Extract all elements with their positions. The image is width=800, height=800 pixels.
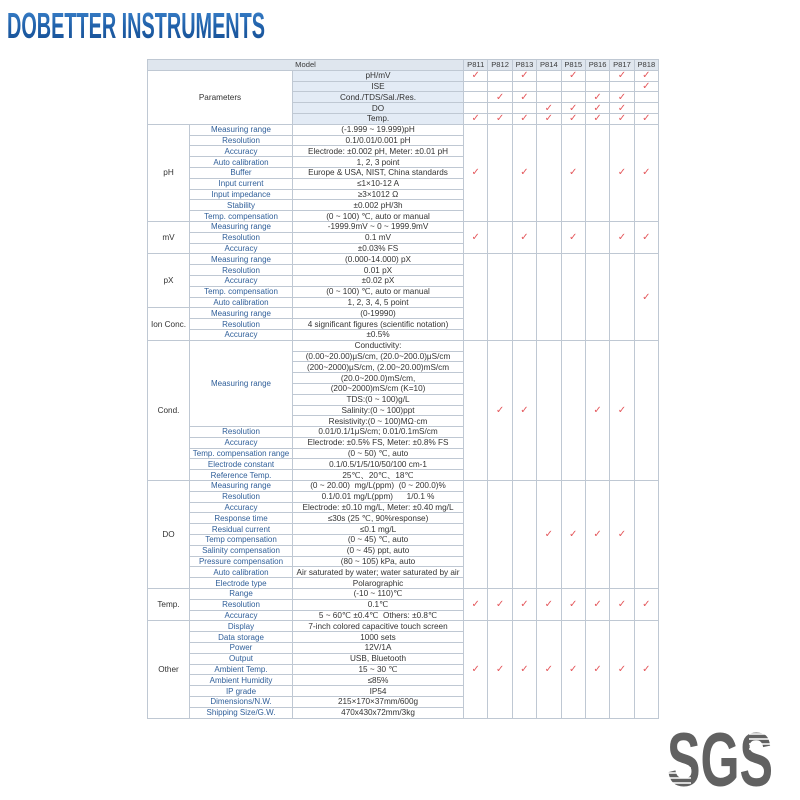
model-column-header: P815	[561, 60, 585, 71]
support-cell	[537, 340, 561, 480]
support-cell	[488, 254, 512, 340]
spec-name: Auto calibration	[190, 567, 293, 578]
spec-name: Input impedance	[190, 189, 293, 200]
table-row	[148, 340, 659, 351]
spec-value: Salinity:(0 ~ 100)ppt	[293, 405, 464, 416]
support-cell	[610, 81, 634, 92]
support-cell	[464, 254, 488, 340]
spec-value: ±0.02 pX	[293, 275, 464, 286]
category-label: DO	[148, 481, 190, 589]
support-check: ✓	[634, 589, 658, 621]
support-check: ✓	[488, 340, 512, 480]
support-check: ✓	[512, 221, 536, 253]
spec-value: (0 ~ 50) ℃, auto	[293, 448, 464, 459]
spec-value: 0.1 mV	[293, 232, 464, 243]
spec-value: ±0.5%	[293, 329, 464, 340]
spec-name: Dimensions/N.W.	[190, 697, 293, 708]
support-check: ✓	[464, 113, 488, 124]
spec-value: 15 ~ 30 ℃	[293, 664, 464, 675]
support-check: ✓	[585, 103, 609, 114]
spec-name: Resolution	[190, 599, 293, 610]
model-column-header: P816	[585, 60, 609, 71]
spec-name: Resolution	[190, 319, 293, 330]
support-cell	[610, 254, 634, 340]
support-check: ✓	[561, 481, 585, 589]
support-cell	[464, 92, 488, 103]
spec-name: Accuracy	[190, 146, 293, 157]
category-label: Ion Conc.	[148, 308, 190, 340]
spec-name: Accuracy	[190, 329, 293, 340]
support-cell	[488, 81, 512, 92]
support-check: ✓	[537, 589, 561, 621]
support-check: ✓	[585, 340, 609, 480]
spec-value: Resistivity:(0 ~ 100)MΩ·cm	[293, 416, 464, 427]
spec-value: (80 ~ 105) kPa, auto	[293, 556, 464, 567]
support-cell	[561, 254, 585, 340]
table-row	[148, 70, 659, 81]
spec-value: ≤30s (25 ℃, 90%response)	[293, 513, 464, 524]
spec-value: 0.1/0.01 mg/L(ppm) 1/0.1 %	[293, 491, 464, 502]
spec-name: Resolution	[190, 265, 293, 276]
support-cell	[634, 481, 658, 589]
support-cell	[537, 92, 561, 103]
support-cell	[512, 81, 536, 92]
spec-value: TDS:(0 ~ 100)g/L	[293, 394, 464, 405]
model-column-header: P813	[512, 60, 536, 71]
category-label: pH	[148, 124, 190, 221]
spec-name: Accuracy	[190, 502, 293, 513]
spec-value: Electrode: ±0.5% FS, Meter: ±0.8% FS	[293, 437, 464, 448]
spec-name: Buffer	[190, 167, 293, 178]
spec-name: Residual current	[190, 524, 293, 535]
support-check: ✓	[512, 113, 536, 124]
support-check: ✓	[512, 589, 536, 621]
spec-name: Measuring range	[190, 340, 293, 426]
spec-value: 12V/1A	[293, 643, 464, 654]
parameters-label: Parameters	[148, 70, 293, 124]
brand-logo-text: DOBETTER INSTRUMENTS	[7, 5, 265, 46]
spec-value: Electrode: ±0.002 pH, Meter: ±0.01 pH	[293, 146, 464, 157]
parameter-name: Temp.	[293, 113, 464, 124]
support-cell	[488, 70, 512, 81]
spec-name: Display	[190, 621, 293, 632]
spec-name: Resolution	[190, 427, 293, 438]
support-check: ✓	[634, 621, 658, 718]
spec-value: 1, 2, 3 point	[293, 157, 464, 168]
support-check: ✓	[561, 113, 585, 124]
support-check: ✓	[561, 621, 585, 718]
support-check: ✓	[488, 92, 512, 103]
spec-name: Shipping Size/G.W.	[190, 707, 293, 718]
spec-name: Resolution	[190, 491, 293, 502]
support-cell	[634, 92, 658, 103]
category-label: Cond.	[148, 340, 190, 480]
support-cell	[561, 340, 585, 480]
spec-name: Reference Temp.	[190, 470, 293, 481]
table-row	[148, 124, 659, 135]
support-check: ✓	[464, 124, 488, 221]
spec-value: 7-inch colored capacitive touch screen	[293, 621, 464, 632]
spec-name: Electrode type	[190, 578, 293, 589]
support-cell	[537, 70, 561, 81]
spec-value: ≤0.1 mg/L	[293, 524, 464, 535]
support-check: ✓	[512, 92, 536, 103]
support-check: ✓	[561, 589, 585, 621]
sgs-logo-text: SGS	[667, 718, 773, 800]
support-check: ✓	[512, 70, 536, 81]
support-cell	[634, 340, 658, 480]
support-check: ✓	[585, 92, 609, 103]
support-cell	[634, 103, 658, 114]
support-cell	[464, 103, 488, 114]
support-check: ✓	[537, 113, 561, 124]
table-row	[148, 254, 659, 265]
spec-name: Pressure compensation	[190, 556, 293, 567]
support-check: ✓	[512, 124, 536, 221]
model-column-header: P817	[610, 60, 634, 71]
support-cell	[537, 254, 561, 340]
parameter-name: Cond./TDS/Sal./Res.	[293, 92, 464, 103]
support-check: ✓	[561, 221, 585, 253]
spec-value: -1999.9mV ~ 0 ~ 1999.9mV	[293, 221, 464, 232]
category-label: pX	[148, 254, 190, 308]
support-check: ✓	[488, 621, 512, 718]
spec-value: 0.1/0.01/0.001 pH	[293, 135, 464, 146]
support-check: ✓	[537, 103, 561, 114]
support-cell	[488, 481, 512, 589]
spec-name: Electrode constant	[190, 459, 293, 470]
support-check: ✓	[464, 221, 488, 253]
spec-name: Measuring range	[190, 308, 293, 319]
support-check: ✓	[610, 621, 634, 718]
spec-value: ≤1×10-12 A	[293, 178, 464, 189]
model-column-header: P814	[537, 60, 561, 71]
spec-name: Accuracy	[190, 610, 293, 621]
spec-value: 5 ~ 60℃ ±0.4℃ Others: ±0.8℃	[293, 610, 464, 621]
support-check: ✓	[464, 589, 488, 621]
model-column-header: P812	[488, 60, 512, 71]
spec-name: Temp. compensation	[190, 211, 293, 222]
spec-name: Resolution	[190, 135, 293, 146]
support-cell	[464, 81, 488, 92]
spec-name: Auto calibration	[190, 297, 293, 308]
spec-name: Salinity compensation	[190, 545, 293, 556]
spec-name: Ambient Humidity	[190, 675, 293, 686]
spec-table	[147, 59, 659, 719]
support-cell	[585, 124, 609, 221]
support-check: ✓	[610, 481, 634, 589]
support-cell	[488, 221, 512, 253]
brand-logo	[0, 0, 280, 46]
spec-value: (-1.999 ~ 19.999)pH	[293, 124, 464, 135]
support-check: ✓	[585, 621, 609, 718]
category-label: mV	[148, 221, 190, 253]
table-row	[148, 481, 659, 492]
spec-value: (0 ~ 45) ℃, auto	[293, 535, 464, 546]
support-cell	[464, 481, 488, 589]
parameter-name: pH/mV	[293, 70, 464, 81]
spec-value: 1, 2, 3, 4, 5 point	[293, 297, 464, 308]
spec-value: Conductivity:	[293, 340, 464, 351]
spec-value: (0 ~ 20.00) mg/L(ppm) (0 ~ 200.0)%	[293, 481, 464, 492]
sgs-certification-logo	[655, 718, 785, 800]
spec-name: IP grade	[190, 686, 293, 697]
parameter-name: ISE	[293, 81, 464, 92]
spec-name: Accuracy	[190, 243, 293, 254]
support-cell	[585, 81, 609, 92]
spec-value: (200~2000)mS/cm (K=10)	[293, 383, 464, 394]
support-cell	[488, 103, 512, 114]
spec-value: USB, Bluetooth	[293, 653, 464, 664]
support-cell	[537, 221, 561, 253]
spec-name: Power	[190, 643, 293, 654]
spec-value: 1000 sets	[293, 632, 464, 643]
table-row	[148, 621, 659, 632]
support-check: ✓	[464, 70, 488, 81]
table-row	[148, 221, 659, 232]
spec-value: IP54	[293, 686, 464, 697]
support-check: ✓	[634, 254, 658, 340]
spec-value: 4 significant figures (scientific notation)	[293, 319, 464, 330]
category-label: Temp.	[148, 589, 190, 621]
spec-value: 215×170×37mm/600g	[293, 697, 464, 708]
spec-value: 0.1℃	[293, 599, 464, 610]
spec-value: 0.01/0.1/1μS/cm; 0.01/0.1mS/cm	[293, 427, 464, 438]
spec-value: (0 ~ 100) ℃, auto or manual	[293, 286, 464, 297]
table-row	[148, 589, 659, 600]
support-check: ✓	[512, 621, 536, 718]
model-column-header: P811	[464, 60, 488, 71]
support-check: ✓	[610, 589, 634, 621]
spec-name: Temp. compensation	[190, 286, 293, 297]
spec-name: Accuracy	[190, 437, 293, 448]
spec-name: Measuring range	[190, 254, 293, 265]
support-cell	[585, 70, 609, 81]
support-check: ✓	[488, 113, 512, 124]
support-check: ✓	[634, 81, 658, 92]
support-cell	[512, 103, 536, 114]
support-cell	[537, 81, 561, 92]
spec-name: Accuracy	[190, 275, 293, 286]
spec-name: Output	[190, 653, 293, 664]
spec-value: 0.01 pX	[293, 265, 464, 276]
spec-value: (0.00~20.00)μS/cm, (20.0~200.0)μS/cm	[293, 351, 464, 362]
spec-name: Auto calibration	[190, 157, 293, 168]
support-check: ✓	[610, 70, 634, 81]
spec-name: Input current	[190, 178, 293, 189]
spec-value: 470x430x72mm/3kg	[293, 707, 464, 718]
support-check: ✓	[610, 103, 634, 114]
support-check: ✓	[610, 124, 634, 221]
support-check: ✓	[634, 113, 658, 124]
support-cell	[464, 340, 488, 480]
spec-name: Data storage	[190, 632, 293, 643]
spec-value: (0-19990)	[293, 308, 464, 319]
header-row	[148, 60, 659, 71]
support-check: ✓	[610, 340, 634, 480]
support-cell	[512, 254, 536, 340]
spec-value: ±0.03% FS	[293, 243, 464, 254]
support-check: ✓	[585, 481, 609, 589]
spec-value: ±0.002 pH/3h	[293, 200, 464, 211]
support-cell	[537, 124, 561, 221]
spec-value: (200~2000)μS/cm, (2.00~20.00)mS/cm	[293, 362, 464, 373]
support-check: ✓	[610, 92, 634, 103]
support-check: ✓	[512, 340, 536, 480]
spec-name: Temp. compensation range	[190, 448, 293, 459]
spec-value: (20.0~200.0)mS/cm,	[293, 373, 464, 384]
spec-table-body	[148, 60, 659, 719]
support-check: ✓	[585, 589, 609, 621]
spec-value: 0.1/0.5/1/5/10/50/100 cm-1	[293, 459, 464, 470]
support-check: ✓	[585, 113, 609, 124]
support-check: ✓	[537, 621, 561, 718]
support-cell	[561, 92, 585, 103]
spec-name: Resolution	[190, 232, 293, 243]
parameter-name: DO	[293, 103, 464, 114]
support-check: ✓	[561, 124, 585, 221]
support-check: ✓	[561, 70, 585, 81]
spec-value: Air saturated by water; water saturated by air	[293, 567, 464, 578]
spec-value: 25℃、20℃、18℃	[293, 470, 464, 481]
spec-value: ≥3×1012 Ω	[293, 189, 464, 200]
spec-name: Measuring range	[190, 221, 293, 232]
support-cell	[488, 124, 512, 221]
spec-value: (-10 ~ 110)℃	[293, 589, 464, 600]
support-cell	[585, 221, 609, 253]
spec-value: Polarographic	[293, 578, 464, 589]
support-check: ✓	[537, 481, 561, 589]
support-check: ✓	[561, 103, 585, 114]
support-check: ✓	[634, 124, 658, 221]
support-cell	[512, 481, 536, 589]
support-cell	[561, 81, 585, 92]
category-label: Other	[148, 621, 190, 718]
support-cell	[585, 254, 609, 340]
spec-name: Stability	[190, 200, 293, 211]
spec-value: (0 ~ 45) ppt, auto	[293, 545, 464, 556]
support-check: ✓	[634, 70, 658, 81]
spec-name: Measuring range	[190, 481, 293, 492]
support-check: ✓	[610, 113, 634, 124]
spec-value: Electrode: ±0.10 mg/L, Meter: ±0.40 mg/L	[293, 502, 464, 513]
spec-value: (0.000-14.000) pX	[293, 254, 464, 265]
support-check: ✓	[488, 589, 512, 621]
support-check: ✓	[634, 221, 658, 253]
spec-name: Ambient Temp.	[190, 664, 293, 675]
support-check: ✓	[610, 221, 634, 253]
model-header: Model	[148, 60, 464, 71]
support-check: ✓	[464, 621, 488, 718]
model-column-header: P818	[634, 60, 658, 71]
spec-value: (0 ~ 100) ℃, auto or manual	[293, 211, 464, 222]
spec-value: ≤85%	[293, 675, 464, 686]
spec-name: Measuring range	[190, 124, 293, 135]
spec-name: Range	[190, 589, 293, 600]
spec-value: Europe & USA, NIST, China standards	[293, 167, 464, 178]
spec-name: Temp compensation	[190, 535, 293, 546]
spec-name: Response time	[190, 513, 293, 524]
